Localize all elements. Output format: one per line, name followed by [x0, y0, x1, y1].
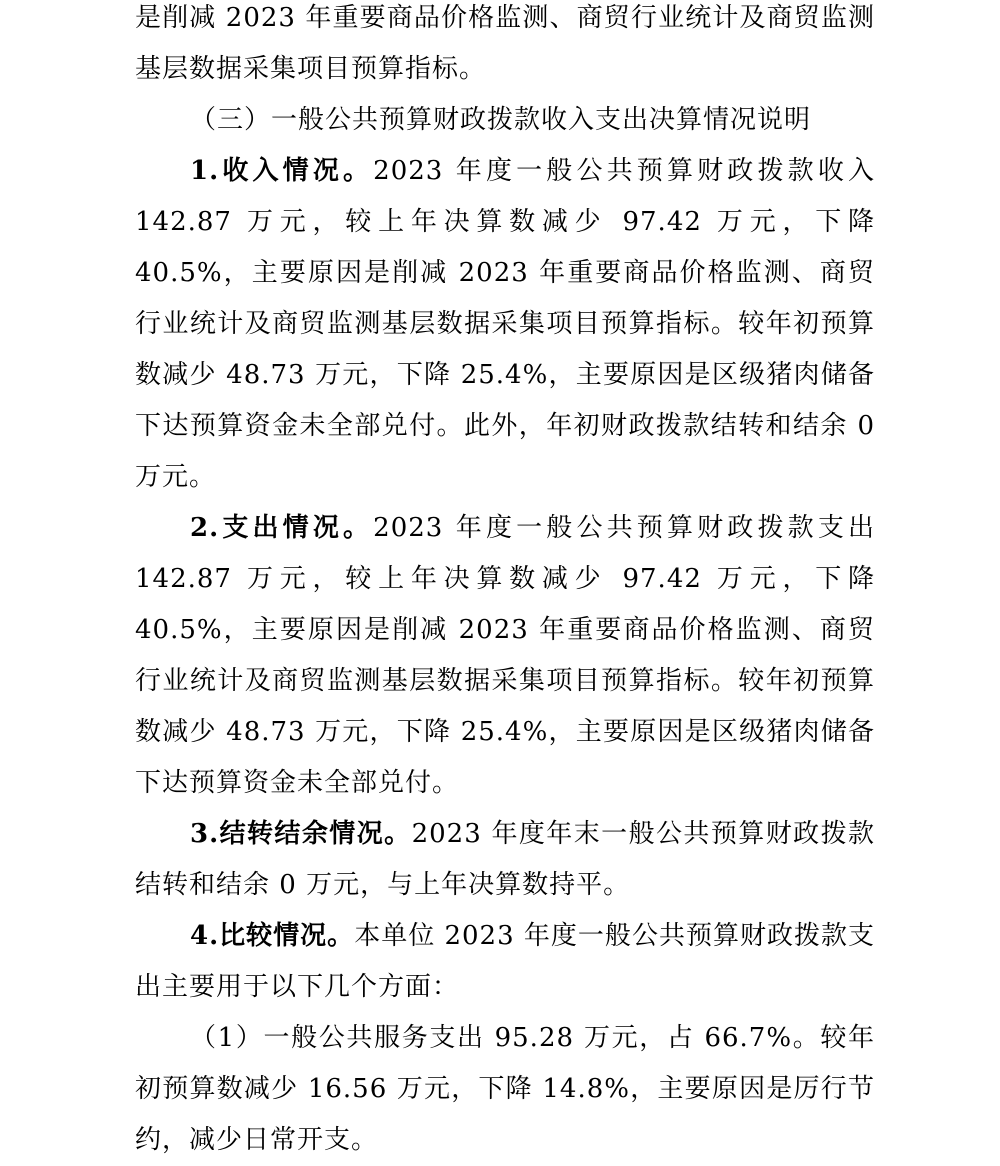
paragraph-item-1: （1）一般公共服务支出 95.28 万元，占 66.7%。较年初预算数减少 16.56 万元，下降 14.8%，主要原因是厉行节约，减少日常开支。: [135, 1023, 875, 1155]
paragraph-carryover-body: 2023 年度年末一般公共预算财政拨款结转和结余 0 万元，与上年决算数持平。: [135, 819, 875, 900]
paragraph-income-body: 2023 年度一般公共预算财政拨款收入 142.87 万元，较上年决算数减少 97.42 万元，下降 40.5%，主要原因是削减 2023 年重要商品价格监测、商贸行业统计及商贸监测基层数据采集项目预算指标。较年初预算数减少 48.73 万元，下降 25.4%，主要原因是区级猪肉储备下达预算资金未全部兑付。此外，年初财政拨款结转和结余 0 万元。: [135, 156, 875, 492]
paragraph-carryover-lead: 3.结转结余情况。: [190, 819, 412, 849]
document-page: [135, 0, 875, 1166]
paragraph-comparison-lead: 4.比较情况。: [190, 921, 355, 951]
paragraph-expenditure: [135, 503, 875, 809]
paragraph-comparison-body: 本单位 2023 年度一般公共预算财政拨款支出主要用于以下几个方面：: [135, 921, 875, 1002]
section-heading: （三）一般公共预算财政拨款收入支出决算情况说明: [190, 105, 812, 135]
paragraph-carryover: [135, 809, 875, 911]
paragraph-expenditure-lead: 2.支出情况。: [190, 513, 374, 543]
paragraph-comparison: [135, 911, 875, 1013]
paragraph-expenditure-body: 2023 年度一般公共预算财政拨款支出 142.87 万元，较上年决算数减少 97.42 万元，下降 40.5%，主要原因是削减 2023 年重要商品价格监测、商贸行业统计及商贸监测基层数据采集项目预算指标。较年初预算数减少 48.73 万元，下降 25.4%，主要原因是区级猪肉储备下达预算资金未全部兑付。: [135, 513, 875, 798]
paragraph-income: [135, 146, 875, 503]
paragraph-income-lead: 1.收入情况。: [190, 156, 374, 186]
paragraph-continuation: 是削减 2023 年重要商品价格监测、商贸行业统计及商贸监测基层数据采集项目预算指标。: [135, 3, 875, 84]
